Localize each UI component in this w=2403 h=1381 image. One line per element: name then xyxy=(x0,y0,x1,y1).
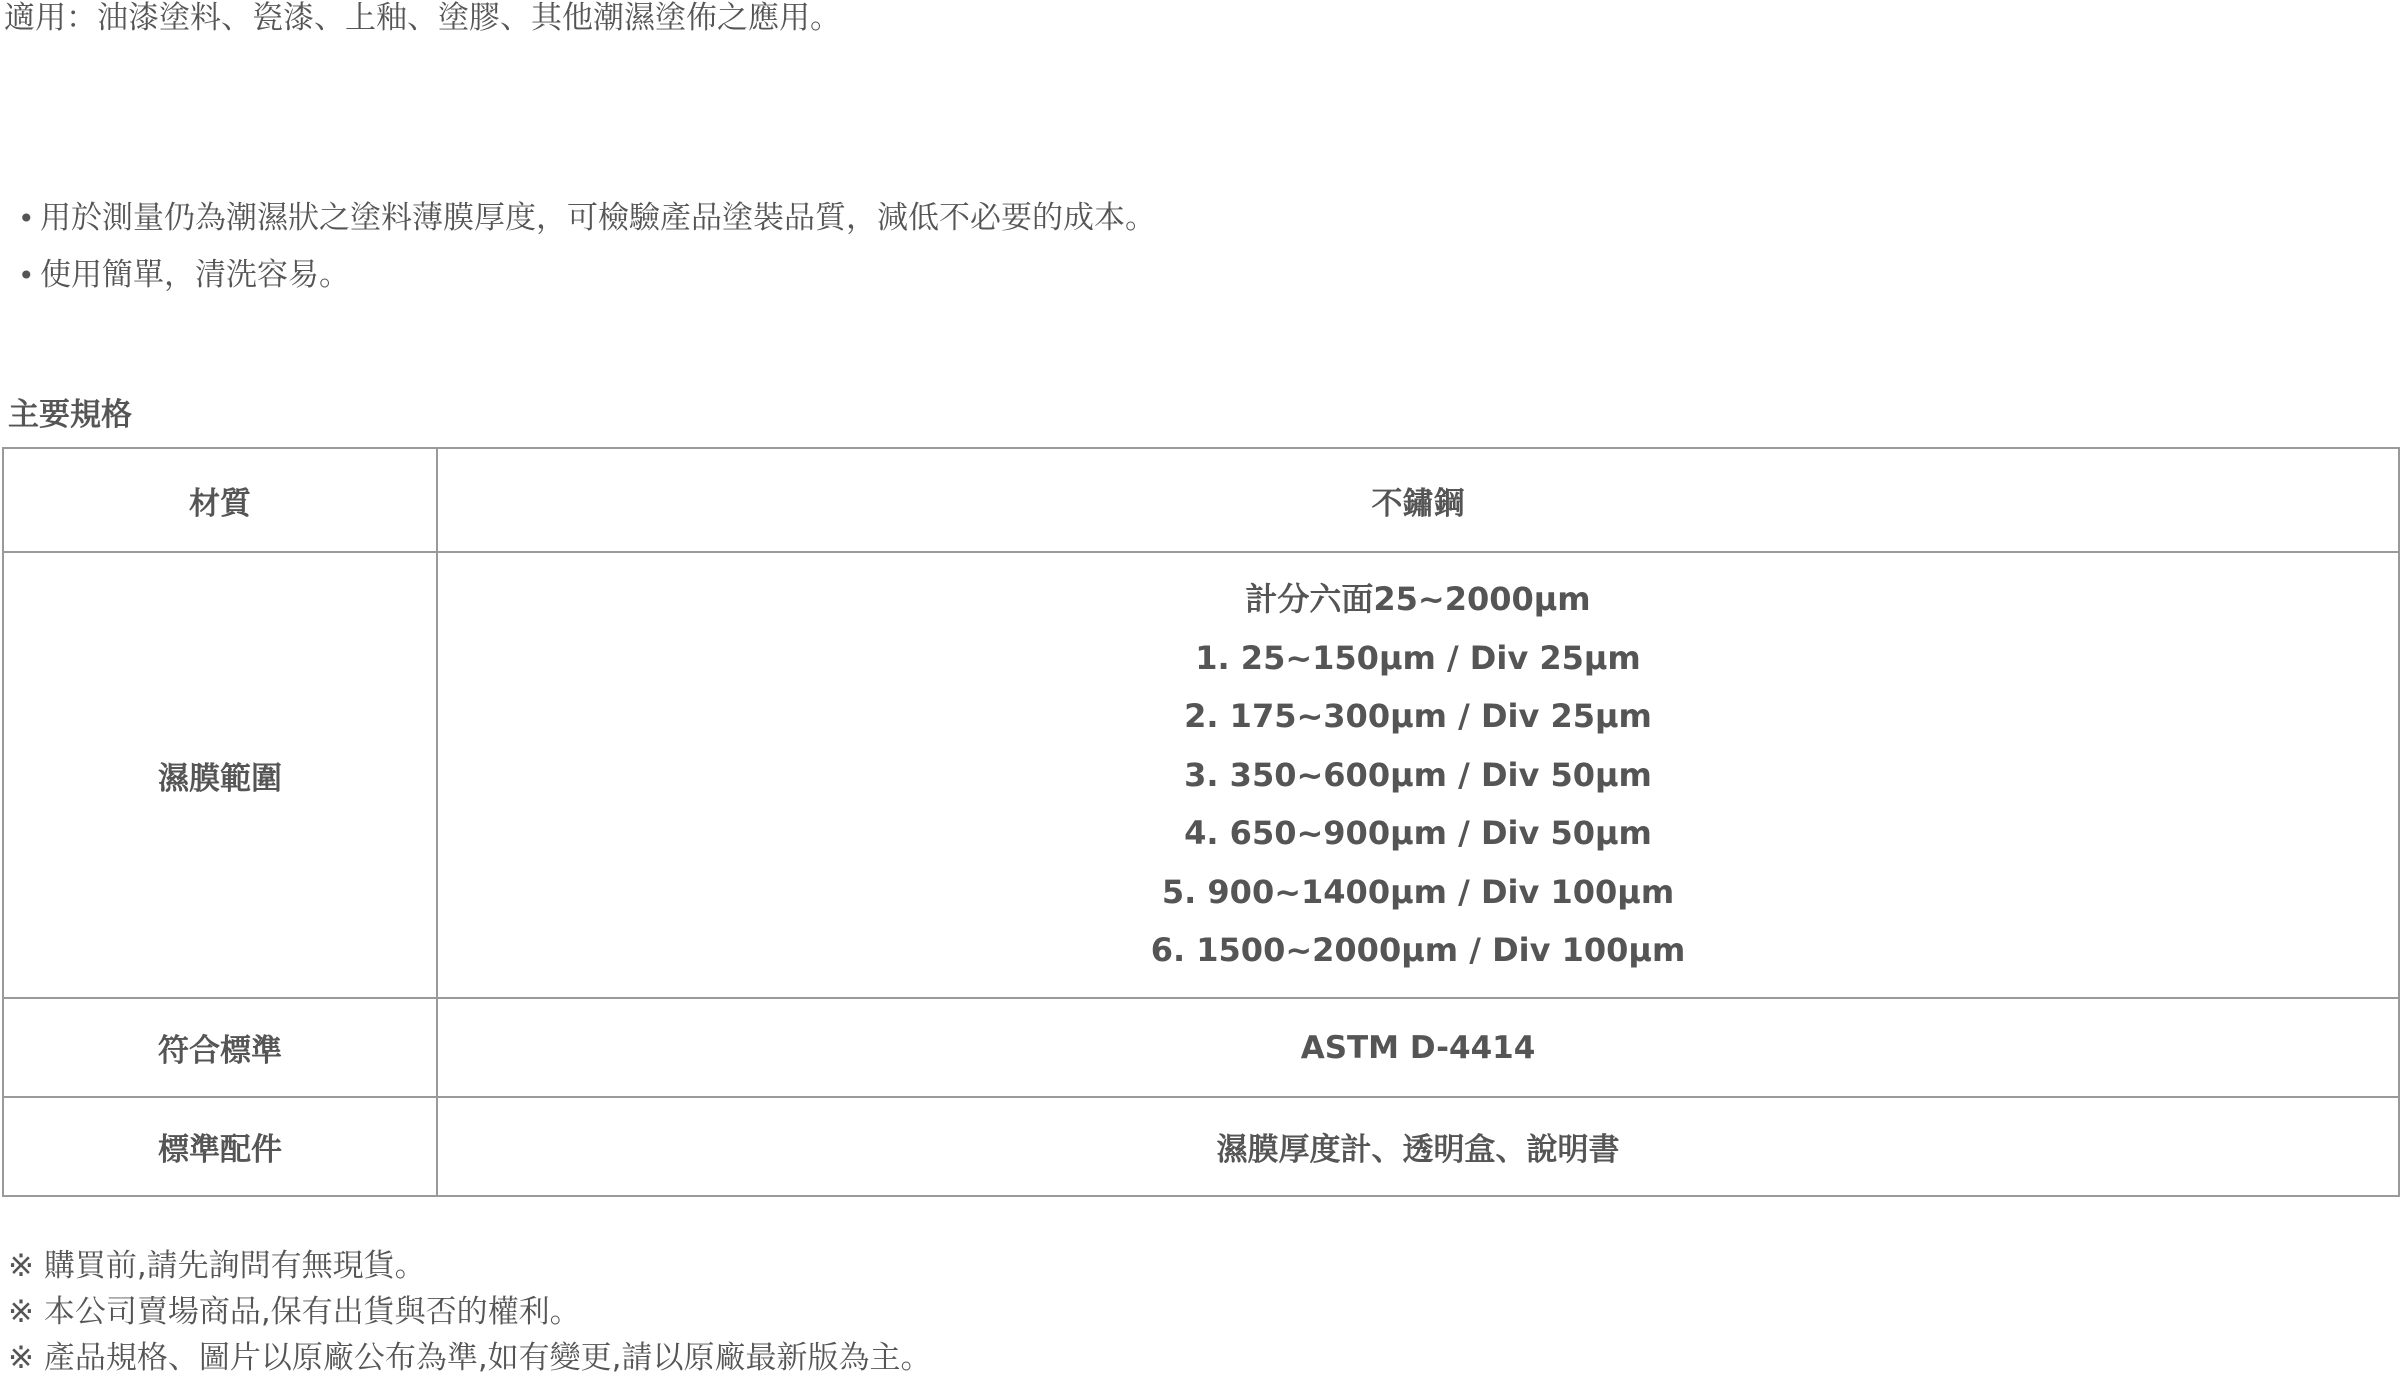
note-item: ※ 本公司賣場商品,保有出貨與否的權利。 xyxy=(8,1294,581,1330)
table-row xyxy=(3,448,2399,552)
range-line: 1. 25~150μm / Div 25μm xyxy=(1195,638,1641,677)
feature-text: 使用簡單，清洗容易。 xyxy=(40,257,350,293)
accessories-value: 濕膜厚度計、透明盒、說明書 xyxy=(437,1097,2399,1196)
range-label: 濕膜範圍 xyxy=(3,552,437,998)
accessories-label: 標準配件 xyxy=(3,1097,437,1196)
spec-heading: 主要規格 xyxy=(8,397,132,433)
range-line: 6. 1500~2000μm / Div 100μm xyxy=(1150,931,1686,970)
table-row xyxy=(3,998,2399,1097)
feature-item xyxy=(18,247,1156,304)
bullet-icon: • xyxy=(18,259,35,292)
note-item: ※ 購買前,請先詢問有無現貨。 xyxy=(8,1248,426,1284)
range-line: 4. 650~900μm / Div 50μm xyxy=(1184,814,1652,853)
bullet-icon: • xyxy=(18,202,35,235)
range-value xyxy=(437,552,2399,998)
notes-list xyxy=(8,1243,932,1381)
feature-list xyxy=(18,190,1156,304)
feature-text: 用於測量仍為潮濕狀之塗料薄膜厚度，可檢驗產品塗裝品質，減低不必要的成本。 xyxy=(40,200,1156,236)
material-label: 材質 xyxy=(3,448,437,552)
standard-label: 符合標準 xyxy=(3,998,437,1097)
range-line: 2. 175~300μm / Div 25μm xyxy=(1184,697,1652,736)
note-item: ※ 產品規格、圖片以原廠公布為準,如有變更,請以原廠最新版為主。 xyxy=(8,1340,932,1376)
spec-table xyxy=(2,447,2400,1197)
table-row xyxy=(3,552,2399,998)
feature-item xyxy=(18,190,1156,247)
table-row xyxy=(3,1097,2399,1196)
standard-value: ASTM D-4414 xyxy=(437,998,2399,1097)
material-value: 不鏽鋼 xyxy=(437,448,2399,552)
range-line: 3. 350~600μm / Div 50μm xyxy=(1184,755,1652,794)
range-line: 計分六面25~2000μm xyxy=(1245,580,1591,619)
applicable-text: 適用：油漆塗料、瓷漆、上釉、塗膠、其他潮濕塗佈之應用。 xyxy=(4,0,841,36)
range-line: 5. 900~1400μm / Div 100μm xyxy=(1161,872,1675,911)
